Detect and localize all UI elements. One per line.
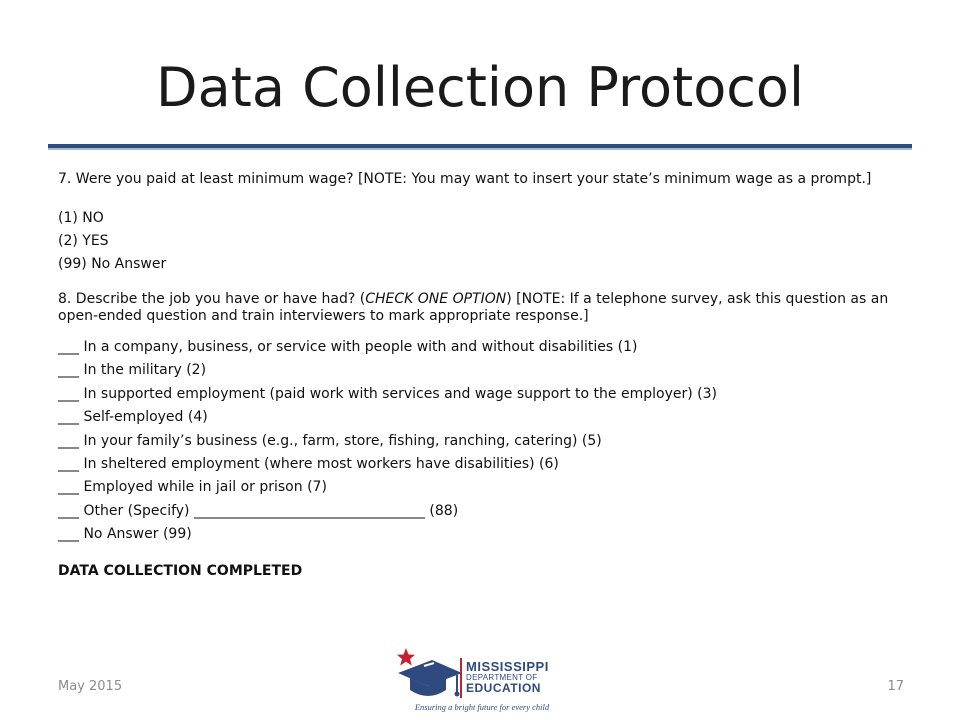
title-divider — [48, 144, 912, 148]
logo-education: EDUCATION — [466, 681, 541, 695]
q7-option: (2) YES — [58, 233, 109, 249]
footer-date: May 2015 — [58, 679, 123, 694]
graduation-cap-star-icon — [394, 646, 464, 704]
q8-option: ___ Employed while in jail or prison (7) — [58, 479, 327, 496]
mde-logo — [394, 646, 566, 714]
completion-note: DATA COLLECTION COMPLETED — [58, 562, 303, 579]
question-8-prefix: 8. Describe the job you have or have had? ( — [58, 291, 366, 307]
slide-body — [58, 171, 908, 580]
logo-tagline: Ensuring a bright future for every child — [414, 702, 550, 712]
logo-department: DEPARTMENT OF — [466, 673, 538, 682]
q7-option: (1) NO — [58, 210, 104, 226]
question-8 — [58, 291, 908, 325]
question-8-suffix: ) [NOTE: If a telephone survey, ask this question as an open-ended question and train interviewers to mark appropriate response.] — [58, 291, 889, 324]
question-7: 7. Were you paid at least minimum wage? [NOTE: You may want to insert your state’s minimum wage as a prompt.] — [58, 171, 872, 187]
slide-title: Data Collection Protocol — [156, 56, 804, 119]
logo-state: MISSISSIPPI — [466, 659, 549, 674]
page-number: 17 — [887, 679, 904, 694]
q8-option: ___ In a company, business, or service with people with and without disabilities (1) — [58, 339, 638, 355]
q8-option: ___ Self-employed (4) — [58, 409, 208, 426]
q8-option: ___ In supported employment (paid work with services and wage support to the employer) (3) — [58, 385, 717, 402]
q8-option: ___ Other (Specify) _________________________________ (88) — [58, 502, 459, 519]
question-8-instruction: CHECK ONE OPTION — [365, 291, 507, 307]
q7-option: (99) No Answer — [58, 256, 167, 272]
q8-option: ___ In the military (2) — [58, 362, 207, 379]
q8-option: ___ No Answer (99) — [58, 526, 192, 543]
q8-option: ___ In sheltered employment (where most workers have disabilities) (6) — [58, 455, 559, 472]
q8-option: ___ In your family’s business (e.g., farm, store, fishing, ranching, catering) (5) — [58, 432, 602, 449]
